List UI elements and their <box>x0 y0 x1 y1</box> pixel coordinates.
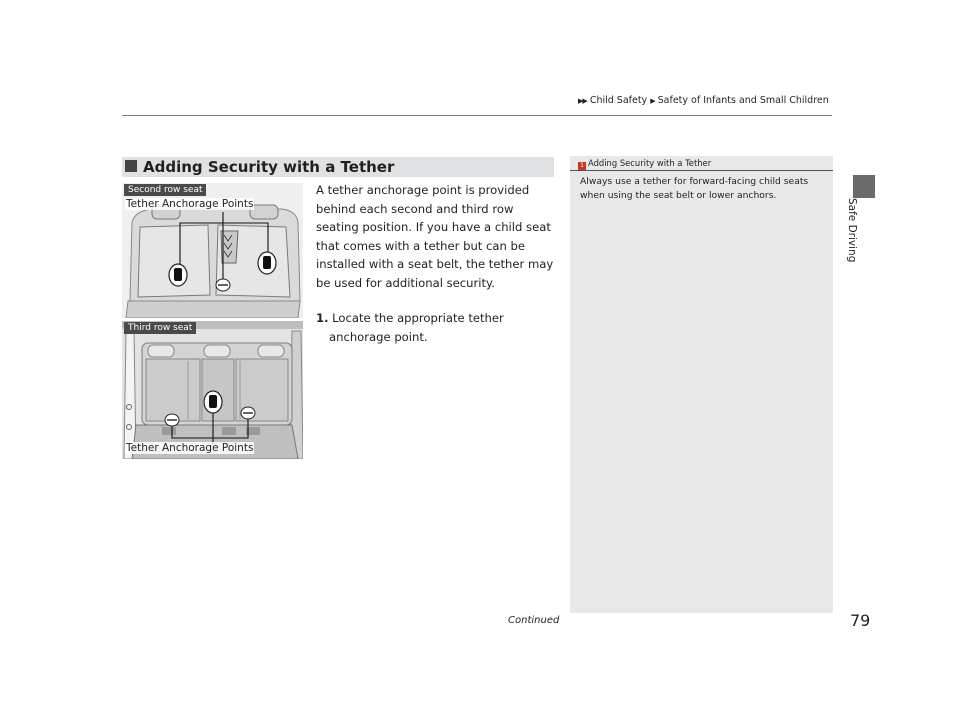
breadcrumb-separator-icon: ▶ <box>650 97 655 105</box>
header-divider <box>122 115 832 116</box>
note-divider <box>570 170 833 171</box>
figure-badge: Third row seat <box>124 322 196 334</box>
section-title: Adding Security with a Tether <box>143 158 395 176</box>
section-heading <box>122 157 554 177</box>
figure-badge: Second row seat <box>124 184 206 196</box>
chapter-tab-marker <box>853 175 875 198</box>
breadcrumb-arrow-icon: ▶▶ <box>578 97 587 105</box>
body-text <box>316 181 556 346</box>
third-row-seat-illustration <box>122 321 303 459</box>
page-number: 79 <box>850 611 871 630</box>
breadcrumb-item-infants[interactable]: Safety of Infants and Small Children <box>657 95 829 106</box>
side-note <box>570 156 833 613</box>
note-title-row <box>578 158 711 170</box>
heading-square-icon <box>125 160 137 172</box>
breadcrumb-item-child-safety[interactable]: Child Safety <box>589 95 648 106</box>
chapter-tab-label: Safe Driving <box>846 198 858 263</box>
step-1 <box>316 309 556 346</box>
figure-caption: Tether Anchorage Points <box>126 198 254 210</box>
continued-label: Continued <box>508 615 560 626</box>
note-text: Always use a tether for forward-facing child seats when using the seat belt or lower anchors. <box>580 176 809 201</box>
note-title: Adding Security with a Tether <box>588 158 712 168</box>
figure-caption: Tether Anchorage Points <box>126 442 254 454</box>
step-text: Locate the appropriate tether anchorage point. <box>329 311 504 344</box>
body-paragraph: A tether anchorage point is provided behind each second and third row seating position. If you have a child seat that comes with a tether but can be installed with a seat belt, the tether may be used for additional security. <box>316 183 554 290</box>
figure-third-row <box>122 321 303 459</box>
figure-second-row <box>122 183 303 318</box>
breadcrumb <box>578 95 829 106</box>
step-number: 1. <box>316 311 329 325</box>
note-reference-icon: 1 <box>578 162 586 170</box>
